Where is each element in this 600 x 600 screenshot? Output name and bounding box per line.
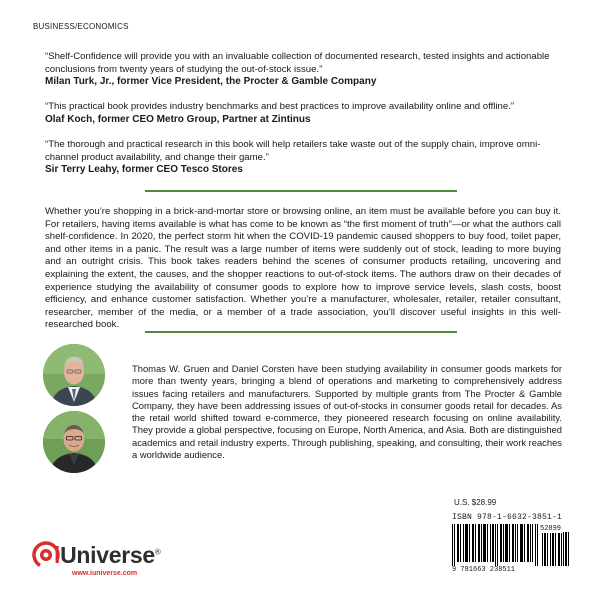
barcode-block: [448, 498, 572, 578]
publisher-url: www.iuniverse.com: [72, 570, 138, 577]
author-photo-gruen: [43, 344, 105, 406]
quote-attribution: Olaf Koch, former CEO Metro Group, Partner at Zintinus: [45, 113, 311, 125]
author-bio: Thomas W. Gruen and Daniel Corsten have been studying availability in consumer goods markets for more than twenty years, bringing a blend of operations and marketing to comprehensively address issues facing retailers and manufacturers. Supported by multiple grants from The Procter & Gamble Company, they have been addressing issues of out-of-stocks in consumer goods retail for decades. As the retail world shifted toward e-commerce, they pioneered research focusing on online availability. They provide a global perspective, focusing on Europe, North America, and Asia. Both are distinguished academics and retail industry experts. Through publishing, speaking, and consulting, their work reaches a worldwide audience.: [132, 363, 562, 461]
quote-text: “This practical book provides industry benchmarks and best practices to improve availability online and offline.”: [45, 101, 515, 112]
quote-attribution: Sir Terry Leahy, former CEO Tesco Stores: [45, 164, 243, 175]
category-label: BUSINESS/ECONOMICS: [33, 22, 129, 31]
endorsement-quote: [45, 101, 565, 126]
quote-text: “The thorough and practical research in this book will help retailers take waste out of the supply chain, improve omni-channel product availability, and change their game.”: [45, 139, 541, 163]
author-photo-corsten: [43, 411, 105, 473]
divider: [145, 331, 457, 333]
divider: [145, 190, 457, 192]
quote-attribution: Milan Turk, Jr., former Vice President, the Procter & Gamble Company: [45, 76, 377, 87]
publisher-name: iUniverse®: [54, 542, 161, 568]
author-photo: [43, 411, 105, 473]
quote-text: “Shelf-Confidence will provide you with an invaluable collection of documented research, tested insights and actionable conclusions from twenty years of studying the out-of-stock issue.”: [45, 51, 550, 75]
endorsement-quote: [45, 51, 565, 89]
price-label: U.S. $28.99: [454, 498, 497, 507]
ean-number: 9 781663 238511: [452, 566, 516, 574]
endorsement-quote: [45, 139, 565, 177]
book-description: Whether you’re shopping in a brick-and-mortar store or browsing online, an item must be available before you can buy it. For retailers, having items available is what has come to be known as “the first moment of truth”—or what the authors call shelf-confidence. In 2020, the perfect storm hit when the COVID-19 pandemic caused shoppers to buy food, toilet paper, and other items in a panic. The result was a large number of items were suddenly out of stock, leading to more buying and an outright crisis. This book takes readers behind the scenes of consumer products retailing, uncovering and explaining the extent, the causes, and the shopper reactions to out-of-stock items. The authors draw on their decades of experience studying the availability of consumer goods to explore how to improve service levels, slash costs, boost efficiency, and enhance customer satisfaction. Whether you’re a manufacturer, wholesaler, retailer, retailer consultant, researcher, member of the media, or a member of a trade association, you’ll discover useful insights in this well-researched book.: [45, 206, 561, 331]
author-photo: [43, 344, 105, 406]
isbn-label: ISBN 978-1-6632-3851-1: [452, 513, 563, 522]
price-code: 52899: [540, 525, 562, 533]
